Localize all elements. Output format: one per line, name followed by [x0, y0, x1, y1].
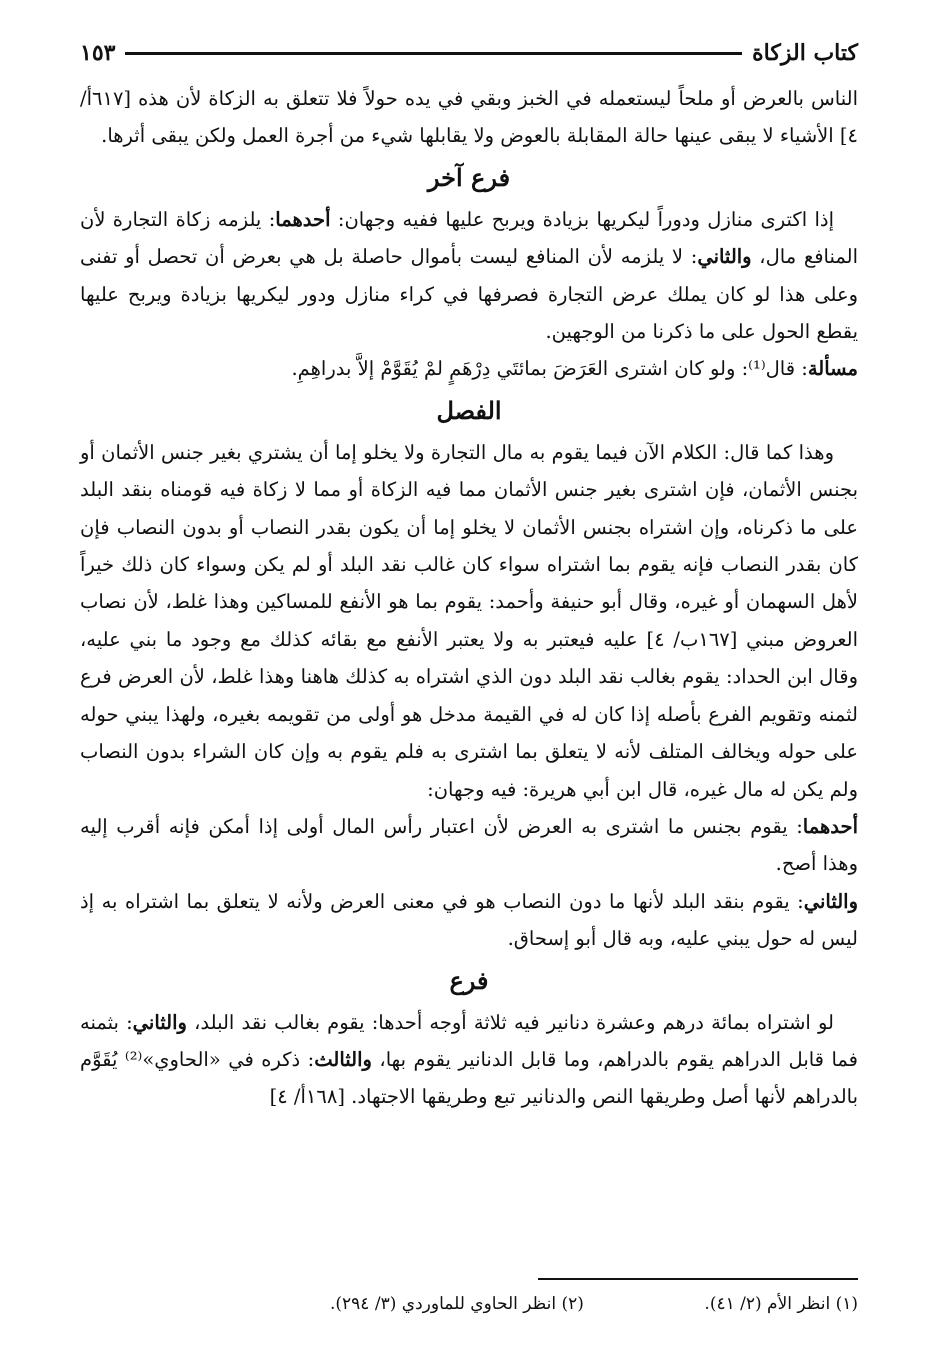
- paragraph-1: الناس بالعرض أو ملحاً ليستعمله في الخبز وبقي في يده حولاً فلا تتعلق به الزكاة لأن هذه [٦١٧أ/ ٤] الأشياء لا يبقى عينها حالة المقابلة بالعوض ولا يقابلها شيء من أجرة العمل ولكن يبقى أثرها.: [80, 87, 858, 148]
- masala-paragraph: [80, 350, 858, 387]
- page: [80, 0, 858, 1367]
- paragraph-far-text-c: : بثمنه فما قابل الدراهم يقوم بالدراهم، وما قابل الدنانير يقوم بها،: [80, 1010, 859, 1071]
- term-masala: مسألة: [807, 357, 858, 381]
- footnote-1: (١) انظر الأم (٢/ ٤١).: [704, 1294, 858, 1314]
- masala-text: : قال⁽¹⁾: ولو كان اشترى العَرَضَ بمائتَي دِرْهَمٍ لمْ يُقَوَّمْ إلاَّ بدراهِمِ.: [291, 357, 808, 381]
- term-wathani-3: والثاني: [132, 1010, 187, 1034]
- paragraph-2-text-d: : لا يلزمه لأن المنافع ليست بأموال حاصلة بل هي بعرض أن تحصل أو تفنى وعلى هذا لو كان يملك عرض التجارة فصرفها في كراء منازل ودور ليكريها بزيادة ويربح عليها يقطع الحول على ما ذكرنا من الوجهين.: [80, 245, 858, 344]
- header-rule: [125, 52, 742, 55]
- paragraph-2: [80, 201, 858, 351]
- paragraph-far: [80, 1004, 858, 1116]
- ahaduhuma-text: : يقوم بجنس ما اشترى به العرض لأن اعتبار رأس المال أولى إذا أمكن فإنه أقرب إليه وهذا أصح.: [80, 814, 858, 876]
- wathani-text: : يقوم بنقد البلد لأنها ما دون النصاب هو في معنى العرض ولأنه لا يتعلق بما اشتراه به إذ ليس له حول يبني عليه، وبه قال أبو إسحاق.: [80, 889, 858, 951]
- term-wathani: والثاني: [697, 245, 752, 269]
- heading-far-akhar: فرع آخر: [427, 162, 511, 192]
- heading-far: فرع: [449, 965, 489, 995]
- page-body: [80, 80, 858, 1116]
- footnotes: [80, 1290, 858, 1320]
- paragraph-2-text-a: إذا اكترى منازل ودوراً ليكريها بزيادة ويربح عليها ففيه وجهان:: [337, 207, 834, 231]
- paragraph-fasl: وهذا كما قال: الكلام الآن فيما يقوم به مال التجارة ولا يخلو إما أن يشتري بغير جنس الأثمان أو بجنس الأثمان، فإن اشترى بغير جنس الأثمان مما فيه الزكاة أو مما لا زكاة فيه قومناه بنقد البلد على ما ذكرناه، وإن اشتراه بجنس الأثمان لا يخلو إما أن يكون بقدر النصاب أو بدون النصاب فإن كان بقدر النصاب فإنه يقوم بما اشتراه سواء كان غالب نقد البلد أو لم يكن وسواء كان ذلك خيراً لأهل السهمان أو غيره، وقال أبو حنيفة وأحمد: يقوم بما هو الأنفع للمساكين وهذا غلط، لأن نصاب العروض مبني [١٦٧ب/ ٤] عليه فيعتبر به ولا يعتبر الأنفع مع بقائه كذلك مع وجود ما بني عليه، وقال ابن الحداد: يقوم بغالب نقد البلد دون الذي اشتراه به كذلك هاهنا وهذا غلط، لأن العرض فرع لثمنه وتقويم الفرع بأصله إذا كان له في القيمة مدخل هو أولى من تقويمه بغيره، ولهذا يبني حوله على حوله ويخالف المتلف لأنه لا يتعلق بما اشترى به فلم يقوم به وإن كان الشراء بدون النصاب ولم يكن له مال غيره، قال ابن أبي هريرة: فيه وجهان:: [80, 440, 858, 801]
- footnote-2: (٢) انظر الحاوي للماوردي (٣/ ٢٩٤).: [330, 1294, 584, 1314]
- term-ahaduhuma: أحدهما: [275, 207, 331, 231]
- paragraph-far-text-a: لو اشتراه بمائة درهم وعشرة دنانير فيه ثلاثة أوجه أحدها: يقوم بغالب نقد البلد،: [194, 1010, 834, 1034]
- term-wathani-2: والثاني: [803, 889, 858, 913]
- paragraph-far-text-d: : ذكره في «الحاوي»⁽²⁾ يُقَوَّم بالدراهم لأنها أصل وطريقها النص والدنانير تبع وطريقها الاجتهاد. [١٦٨أ/ ٤]: [80, 1047, 858, 1109]
- page-number: ١٥٣: [80, 40, 116, 66]
- paragraph-2-text-c: : يلزمه زكاة التجارة لأن المنافع مال،: [80, 207, 858, 269]
- book-title: كتاب الزكاة: [752, 40, 858, 66]
- footnote-rule: [538, 1278, 858, 1280]
- paragraph-wathani: [80, 883, 858, 958]
- heading-alfasl: الفصل: [436, 395, 502, 425]
- term-wathalith: والثالث: [314, 1047, 372, 1071]
- running-header: [80, 38, 858, 68]
- term-ahaduhuma-2: أحدهما: [802, 814, 858, 838]
- paragraph-ahaduhuma: [80, 808, 858, 883]
